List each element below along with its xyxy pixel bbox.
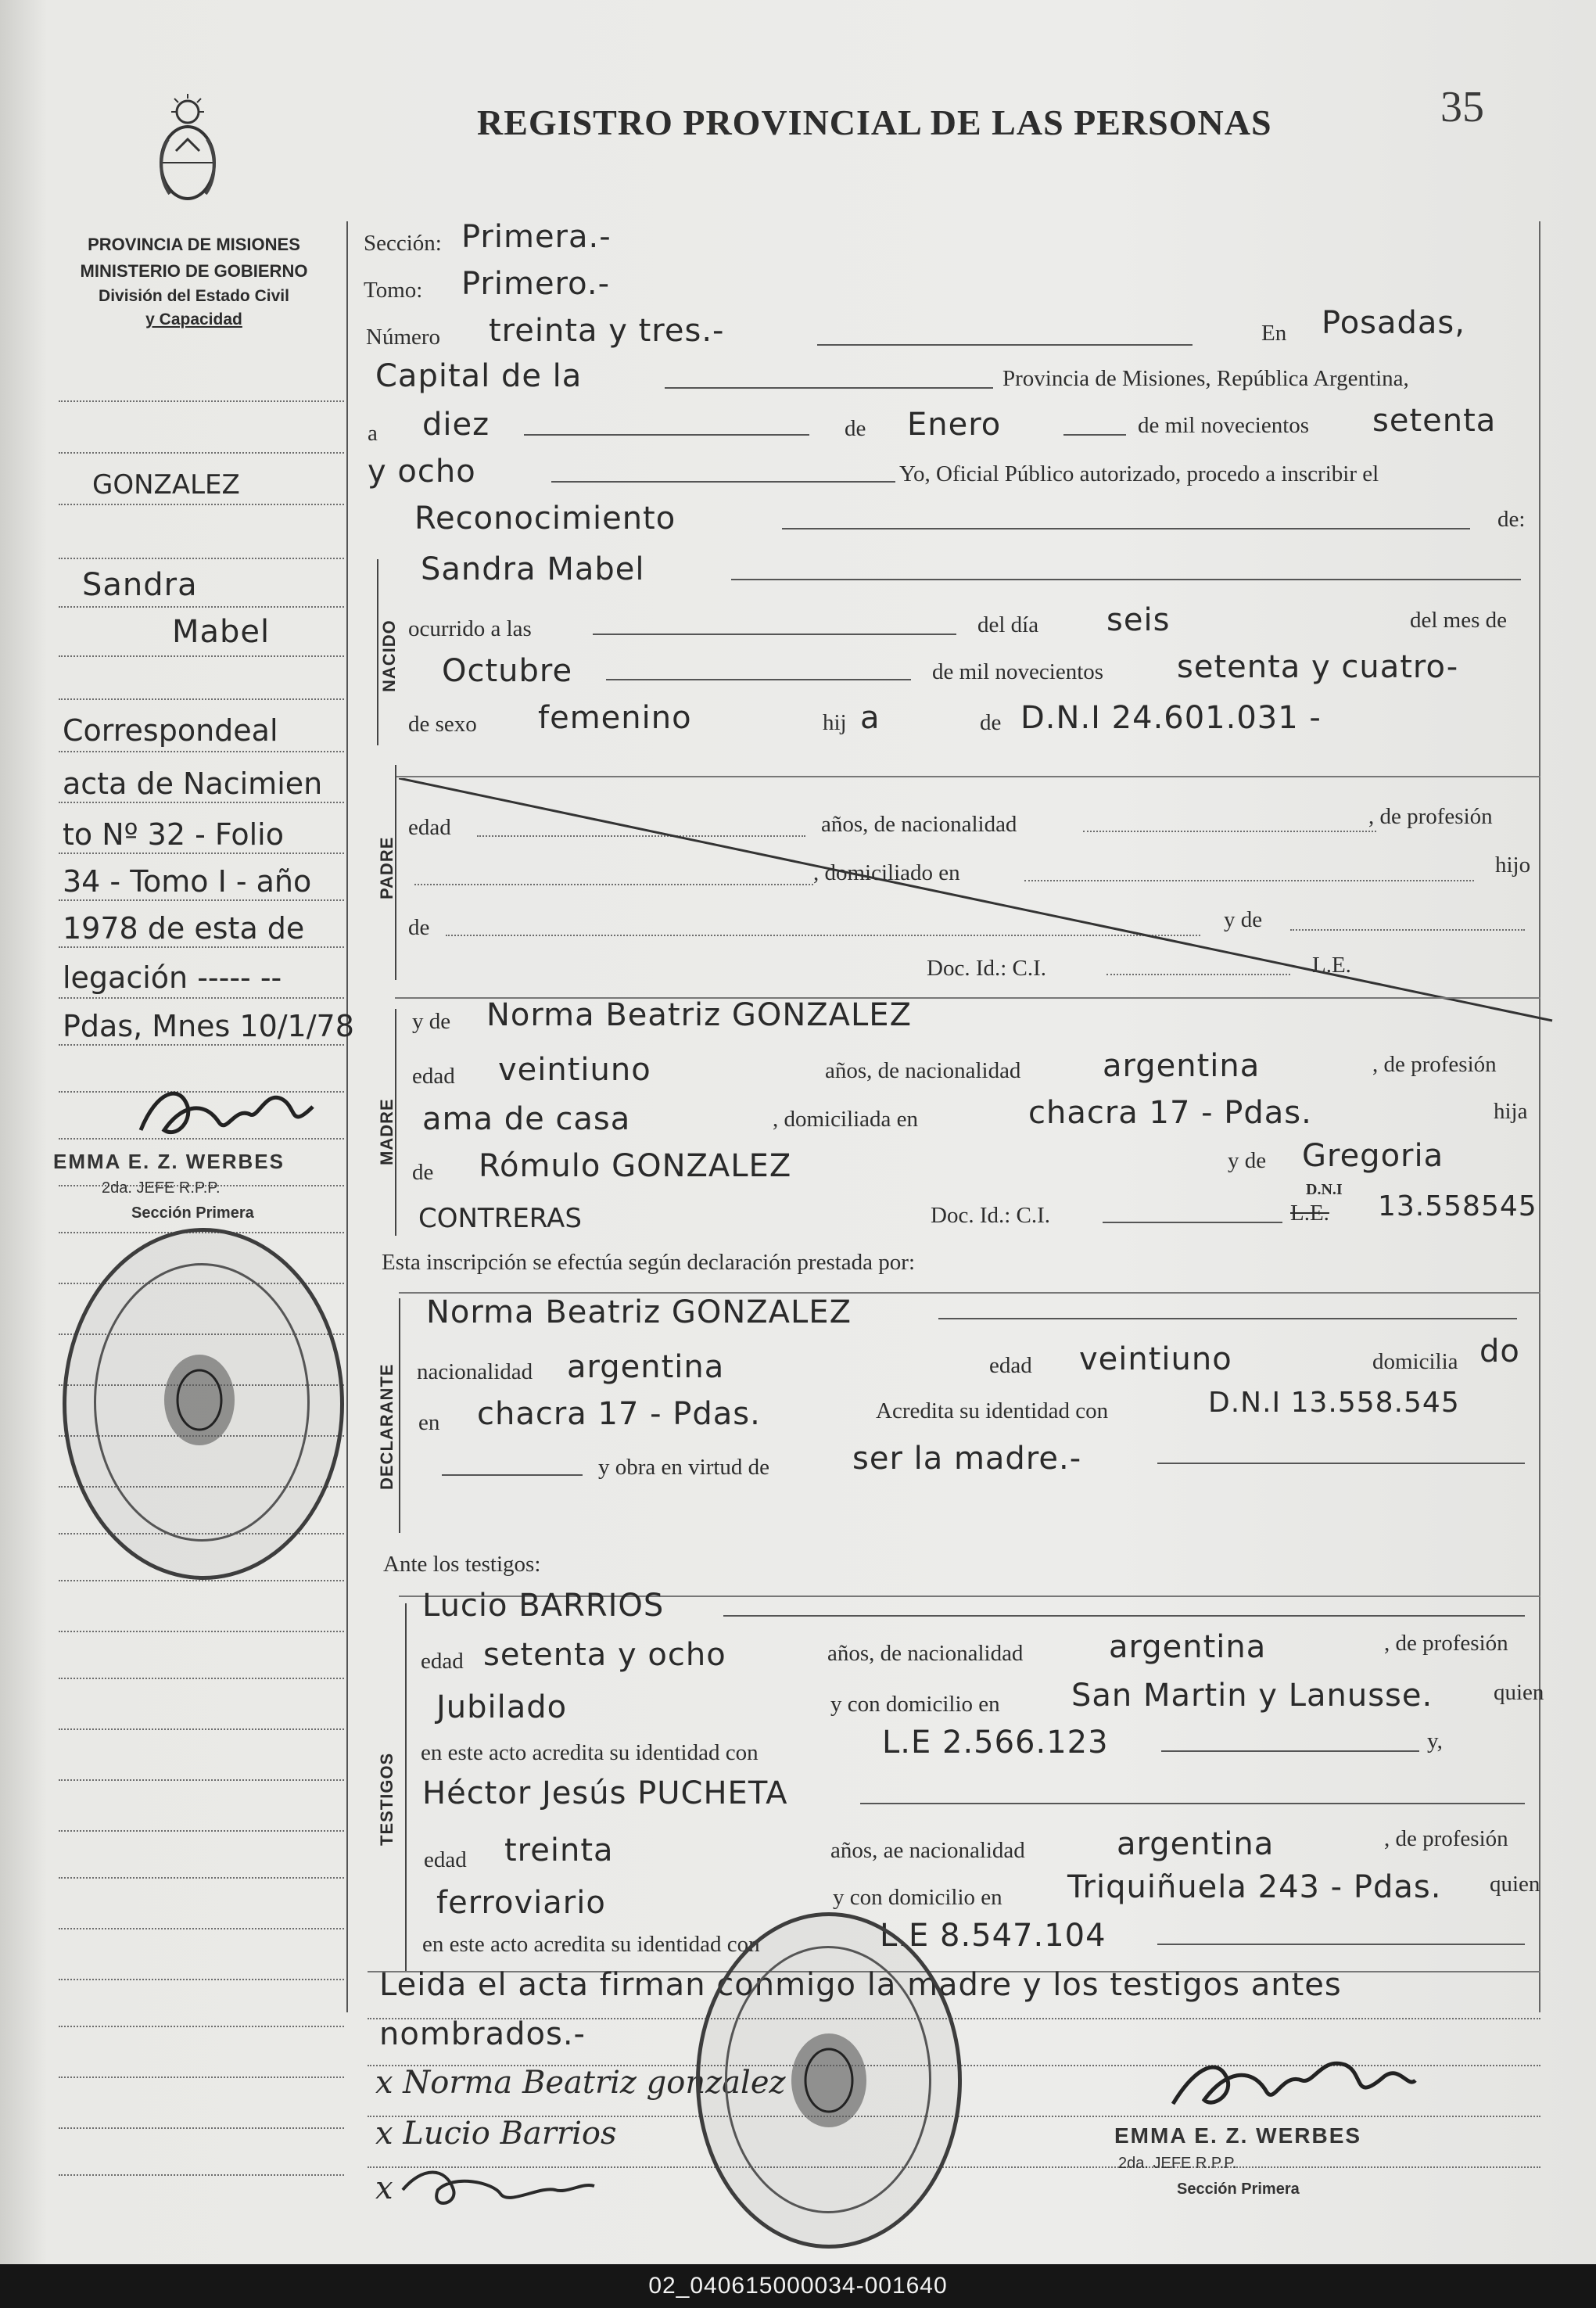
- signature-witness-1: x Lucio Barrios: [375, 2116, 617, 2152]
- fill-line: [723, 1615, 1525, 1617]
- fill-line: [593, 634, 956, 635]
- value-decl-nac: argentina: [567, 1349, 725, 1385]
- label-anos-nac-madre: años, de nacionalidad: [825, 1058, 1021, 1083]
- label-edad-t2: edad: [424, 1847, 467, 1872]
- label-acredita: Acredita su identidad con: [876, 1398, 1109, 1423]
- label-ante-testigos: Ante los testigos:: [383, 1552, 541, 1577]
- value-anio-nac: setenta y cuatro-: [1177, 649, 1459, 685]
- fill-line: [1157, 1463, 1525, 1464]
- fill-line: [524, 434, 809, 436]
- label-edad-madre: edad: [412, 1064, 455, 1089]
- fill-line: [938, 1318, 1517, 1319]
- margin-line: [59, 504, 344, 505]
- value-decl-edad: veintiuno: [1079, 1341, 1232, 1377]
- margin-line: [59, 1678, 344, 1679]
- label-yo-oficial: Yo, Oficial Público autorizado, procedo a inscribir el: [899, 461, 1379, 486]
- side-label-padre: PADRE: [377, 836, 396, 899]
- side-label-declarante: DECLARANTE: [377, 1363, 396, 1490]
- margin-line: [59, 1877, 344, 1879]
- margin-note-line: legación ----- --: [63, 960, 282, 995]
- label-anos-nac-t2: años, ae nacionalidad: [830, 1838, 1025, 1863]
- margin-line: [59, 751, 344, 752]
- section-bracket: [377, 559, 378, 745]
- label-hija: hija: [1494, 1099, 1528, 1124]
- label-en-decl: en: [418, 1410, 440, 1435]
- side-label-testigos: TESTIGOS: [377, 1752, 396, 1846]
- label-anos-nac-padre: años, de nacionalidad: [821, 812, 1017, 837]
- stamp-emblem-icon: [778, 2026, 880, 2135]
- value-madre-prof: ama de casa: [422, 1101, 631, 1137]
- institution-province: PROVINCIA DE MISIONES: [88, 235, 300, 254]
- margin-line: [59, 852, 344, 854]
- institution-capacity: y Capacidad: [145, 310, 242, 328]
- margin-line: [59, 400, 344, 402]
- value-sexo: femenino: [538, 700, 692, 736]
- label-y-comma: y,: [1427, 1728, 1443, 1753]
- label-de-mil: de mil novecientos: [1138, 413, 1310, 438]
- value-t1-nac: argentina: [1109, 1629, 1267, 1665]
- value-dia-nac: seis: [1106, 602, 1171, 638]
- label-y-de-madre: y de: [412, 1009, 451, 1034]
- margin-line: [59, 997, 344, 999]
- closing-line-1: Leida el acta firman conmigo la madre y los testigos antes: [379, 1967, 1342, 2003]
- label-tomo: Tomo:: [364, 278, 423, 303]
- label-numero: Número: [366, 325, 441, 350]
- label-edad-decl: edad: [989, 1353, 1032, 1378]
- label-seccion: Sección:: [364, 231, 442, 256]
- margin-given-name-2: Mabel: [172, 614, 271, 650]
- label-quien-t1: quien: [1494, 1680, 1544, 1705]
- side-label-madre: MADRE: [377, 1098, 396, 1165]
- section-bracket: [399, 1298, 400, 1533]
- label-quien-t2: quien: [1490, 1872, 1540, 1897]
- value-mes: Enero: [907, 407, 1002, 443]
- fill-line: [731, 579, 1521, 580]
- registry-stamp: [63, 1228, 344, 1580]
- label-doc-madre: Doc. Id.: C.I.: [931, 1203, 1051, 1228]
- margin-line: [59, 698, 344, 700]
- value-decl-virtud: ser la madre.-: [852, 1441, 1082, 1477]
- document-title: REGISTRO PROVINCIAL DE LAS PERSONAS: [477, 102, 1272, 142]
- fill-line: [817, 344, 1193, 346]
- official-signature-icon: [1165, 2041, 1423, 2127]
- value-t2-dom: Triquiñuela 243 - Pdas.: [1067, 1869, 1442, 1905]
- label-en-este-acto-t1: en este acto acredita su identidad con: [421, 1740, 759, 1765]
- margin-line: [59, 1631, 344, 1632]
- value-abuela-2: CONTRERAS: [418, 1203, 582, 1234]
- value-abuela-doc-correction: D.N.I: [1306, 1181, 1343, 1198]
- value-t1-dom: San Martin y Lanusse.: [1071, 1678, 1433, 1714]
- value-madre-nac: argentina: [1103, 1048, 1261, 1084]
- margin-official-name: EMMA E. Z. WERBES: [53, 1150, 285, 1173]
- label-de: de: [845, 416, 866, 441]
- margin-line: [59, 655, 344, 657]
- official-name: EMMA E. Z. WERBES: [1114, 2123, 1362, 2148]
- fill-line: [860, 1803, 1525, 1804]
- label-en-este-acto-t2: en este acto acredita su identidad con: [422, 1932, 760, 1957]
- value-t2-doc: L.E 8.547.104: [880, 1918, 1106, 1954]
- column-divider: [346, 221, 348, 2012]
- fill-line: [606, 679, 911, 680]
- value-decl-nombre: Norma Beatriz GONZALEZ: [426, 1294, 852, 1330]
- value-decl-dom-suffix: do: [1479, 1333, 1520, 1369]
- value-madre-dom: chacra 17 - Pdas.: [1028, 1095, 1312, 1131]
- value-anio: setenta: [1372, 403, 1497, 439]
- label-edad-padre: edad: [408, 815, 451, 840]
- institution-division: División del Estado Civil: [99, 287, 289, 305]
- institution-ministry: MINISTERIO DE GOBIERNO: [80, 261, 308, 281]
- section-rule: [399, 1292, 1540, 1294]
- fill-line: [1103, 1222, 1282, 1223]
- label-de-mil-2: de mil novecientos: [932, 659, 1104, 684]
- label-en: En: [1261, 321, 1287, 346]
- value-abuela: Gregoria: [1302, 1138, 1444, 1174]
- value-mes-nac: Octubre: [442, 653, 573, 689]
- value-decl-doc: D.N.I 13.558.545: [1208, 1387, 1460, 1419]
- signature-mother: x Norma Beatriz gonzalez: [375, 2065, 786, 2101]
- label-domicilia: domicilia: [1372, 1349, 1458, 1374]
- value-dia: diez: [422, 407, 490, 443]
- label-de-madre: de: [412, 1160, 434, 1185]
- margin-given-name-1: Sandra: [82, 567, 198, 603]
- margin-line: [59, 946, 344, 948]
- margin-line: [59, 1928, 344, 1929]
- margin-note-line: Correspondeal: [63, 713, 278, 748]
- fill-line: [551, 481, 895, 483]
- label-y-de-padre: y de: [1224, 907, 1263, 932]
- value-abuelo: Rómulo GONZALEZ: [479, 1148, 792, 1184]
- label-domiciliado: , domiciliado en: [813, 860, 960, 885]
- margin-line: [59, 1830, 344, 1832]
- official-section: Sección Primera: [1177, 2181, 1300, 2198]
- value-tomo: Primero.-: [461, 266, 611, 302]
- label-le-padre: L.E.: [1312, 953, 1351, 978]
- fill-line: [782, 528, 1470, 529]
- image-id-bar: 02_040615000034-001640: [0, 2264, 1596, 2308]
- label-provincia: Provincia de Misiones, República Argentina,: [1002, 366, 1409, 391]
- page-number: 35: [1440, 83, 1484, 131]
- margin-line: [59, 606, 344, 608]
- label-hij: hij: [823, 710, 847, 735]
- institution-block: [45, 232, 343, 332]
- label-a: a: [368, 421, 378, 446]
- value-t2-nac: argentina: [1117, 1826, 1275, 1862]
- value-numero: treinta y tres.-: [489, 313, 725, 349]
- margin-line: [59, 1728, 344, 1730]
- value-seccion: Primera.-: [461, 219, 612, 255]
- registry-stamp-bottom: [696, 1912, 962, 2249]
- margin-note-line: Pdas, Mnes 10/1/78: [63, 1009, 354, 1043]
- value-t2-nombre: Héctor Jesús PUCHETA: [422, 1775, 788, 1811]
- margin-line: [59, 802, 344, 803]
- fill-line: [1161, 1750, 1419, 1752]
- label-hijo: hijo: [1495, 852, 1531, 878]
- value-dni-nacido: D.N.I 24.601.031 -: [1020, 700, 1322, 736]
- label-de-padre: de: [408, 915, 430, 940]
- value-t1-doc: L.E 2.566.123: [882, 1725, 1109, 1761]
- side-label-nacido: NACIDO: [379, 619, 399, 692]
- label-edad-t1: edad: [421, 1649, 464, 1674]
- label-y-de-abuela: y de: [1228, 1148, 1267, 1173]
- value-anio-2: y ocho: [368, 454, 476, 490]
- margin-line: [59, 1044, 344, 1046]
- margin-line: [59, 2174, 344, 2176]
- strike-through-line: [399, 778, 1564, 1028]
- section-bracket: [405, 1603, 407, 1971]
- label-de-sexo: de sexo: [408, 712, 477, 737]
- value-madre-edad: veintiuno: [498, 1052, 651, 1088]
- label-y-obra: y obra en virtud de: [598, 1455, 770, 1480]
- margin-line: [59, 1979, 344, 1980]
- fill-line: [442, 1474, 583, 1476]
- value-ciudad: Posadas,: [1322, 305, 1465, 341]
- margin-line: [59, 558, 344, 559]
- label-domiciliada: , domiciliada en: [773, 1107, 919, 1132]
- margin-note-line: to Nº 32 - Folio: [63, 817, 284, 852]
- label-esta-inscripcion: Esta inscripción se efectúa según declaración prestada por:: [382, 1250, 916, 1275]
- margin-note-line: 34 - Tomo I - año: [63, 864, 312, 899]
- value-abuela-doc: 13.558545: [1378, 1190, 1537, 1222]
- margin-note-line: 1978 de esta de: [63, 911, 305, 946]
- fill-line: [665, 387, 993, 389]
- fill-line: [1157, 1944, 1525, 1945]
- label-doc-padre: Doc. Id.: C.I.: [927, 956, 1047, 981]
- label-profesion-t1: , de profesión: [1384, 1631, 1508, 1656]
- margin-official-section: Sección Primera: [131, 1204, 254, 1222]
- label-de-hij: de: [980, 710, 1002, 735]
- margin-line: [59, 1779, 344, 1781]
- margin-line: [59, 2026, 344, 2027]
- value-decl-en: chacra 17 - Pdas.: [477, 1396, 761, 1432]
- stamp-emblem-icon: [152, 1349, 246, 1451]
- margin-official-role: 2da. JEFE R.P.P.: [102, 1179, 221, 1197]
- value-hij-suffix: a: [860, 700, 880, 736]
- value-nombre: Sandra Mabel: [421, 551, 645, 587]
- value-t1-prof: Jubilado: [436, 1689, 568, 1725]
- label-de-colon: de:: [1497, 507, 1526, 532]
- margin-signature-icon: [133, 1075, 321, 1154]
- label-profesion-padre: , de profesión: [1368, 804, 1493, 829]
- label-profesion-madre: , de profesión: [1372, 1052, 1497, 1077]
- margin-note-line: acta de Nacimien: [63, 766, 323, 801]
- margin-line: [59, 1580, 344, 1581]
- value-capital: Capital de la: [375, 358, 583, 394]
- value-t1-edad: setenta y ocho: [483, 1637, 726, 1673]
- label-con-domicilio-t1: y con domicilio en: [830, 1692, 1000, 1717]
- value-t1-nombre: Lucio BARRIOS: [422, 1588, 665, 1624]
- label-del-dia: del día: [977, 612, 1039, 637]
- margin-surname: GONZALEZ: [92, 469, 240, 501]
- label-del-mes: del mes de: [1410, 608, 1508, 633]
- margin-line: [59, 899, 344, 901]
- section-rule: [395, 776, 1540, 777]
- fill-line: [1063, 434, 1126, 436]
- value-t2-prof: ferroviario: [436, 1885, 606, 1921]
- label-le-madre: L.E.: [1290, 1201, 1329, 1226]
- label-con-domicilio-t2: y con domicilio en: [833, 1885, 1002, 1910]
- value-t2-edad: treinta: [504, 1832, 614, 1868]
- coat-of-arms-icon: [152, 92, 223, 210]
- label-anos-nac-t1: años, de nacionalidad: [827, 1641, 1024, 1666]
- closing-line-2: nombrados.-: [379, 2016, 586, 2052]
- margin-line: [59, 452, 344, 454]
- right-border: [1539, 221, 1540, 2012]
- witness-2-signature-icon: [399, 2159, 602, 2221]
- margin-line: [59, 2127, 344, 2129]
- label-profesion-t2: , de profesión: [1384, 1826, 1508, 1851]
- value-tipo: Reconocimiento: [414, 501, 676, 537]
- official-role: 2da. JEFE R.P.P.: [1118, 2155, 1237, 2172]
- value-madre-nombre: Norma Beatriz GONZALEZ: [486, 997, 912, 1033]
- signature-witness-2-mark: x: [375, 2170, 393, 2206]
- label-ocurrido: ocurrido a las: [408, 616, 532, 641]
- label-nacionalidad: nacionalidad: [417, 1359, 533, 1384]
- margin-line: [59, 2076, 344, 2078]
